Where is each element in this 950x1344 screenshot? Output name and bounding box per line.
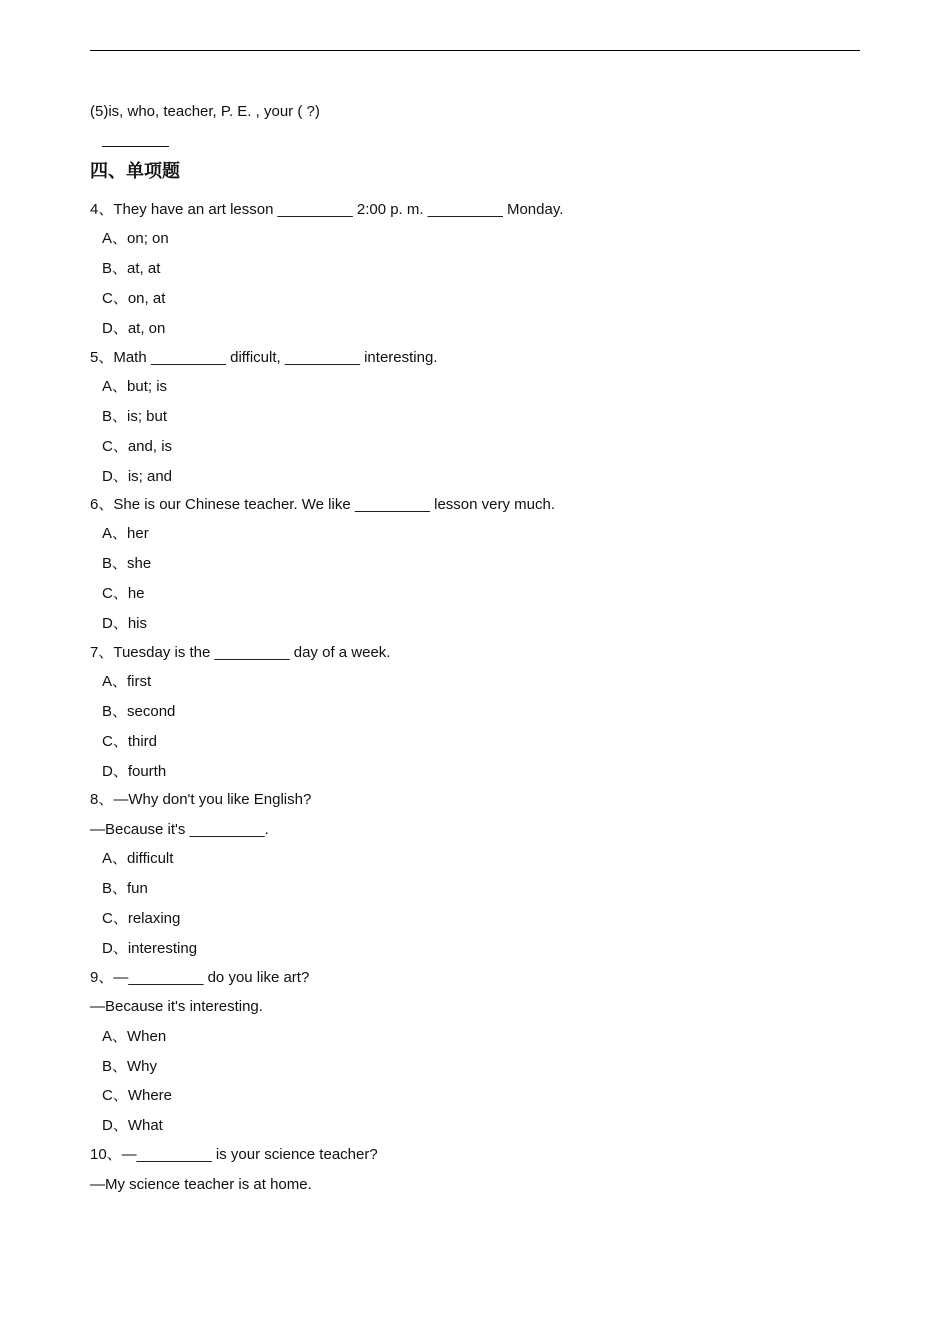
option-4-d[interactable]: D、at, on — [102, 320, 166, 337]
option-9-c[interactable]: C、Where — [102, 1087, 173, 1104]
option-5-c[interactable]: C、and, is — [102, 438, 173, 455]
header-rule — [90, 50, 860, 51]
question-stem-4: 4、They have an art lesson _________ 2:00 p. m. _________ Monday. — [90, 201, 564, 218]
option-5-b[interactable]: B、is; but — [102, 408, 168, 425]
option-6-a[interactable]: A、her — [102, 525, 149, 542]
option-7-a[interactable]: A、first — [102, 673, 152, 690]
question-stem-8-reply: —Because it's _________. — [90, 821, 269, 838]
option-4-b[interactable]: B、at, at — [102, 260, 161, 277]
question-stem-8: 8、—Why don't you like English? — [90, 791, 312, 808]
option-7-d[interactable]: D、fourth — [102, 763, 167, 780]
question-stem-6: 6、She is our Chinese teacher. We like _________ lesson very much. — [90, 496, 555, 513]
option-9-a[interactable]: A、When — [102, 1028, 167, 1045]
question-stem-10-reply: —My science teacher is at home. — [90, 1176, 312, 1193]
option-4-c[interactable]: C、on, at — [102, 290, 166, 307]
option-6-d[interactable]: D、his — [102, 615, 148, 632]
option-8-a[interactable]: A、difficult — [102, 850, 174, 867]
option-6-c[interactable]: C、he — [102, 585, 145, 602]
option-9-b[interactable]: B、Why — [102, 1058, 158, 1075]
option-8-c[interactable]: C、relaxing — [102, 910, 181, 927]
question-stem-7: 7、Tuesday is the _________ day of a week. — [90, 644, 391, 661]
option-5-d[interactable]: D、is; and — [102, 468, 173, 485]
section-heading: 四、单项题 — [90, 161, 180, 182]
option-5-a[interactable]: A、but; is — [102, 378, 168, 395]
question-stem-9-reply: —Because it's interesting. — [90, 998, 263, 1015]
answer-blank-line[interactable] — [102, 146, 169, 147]
option-7-c[interactable]: C、third — [102, 733, 158, 750]
question-stem-5: 5、Math _________ difficult, _________ interesting. — [90, 349, 438, 366]
option-4-a[interactable]: A、on; on — [102, 230, 169, 247]
option-8-b[interactable]: B、fun — [102, 880, 148, 897]
option-6-b[interactable]: B、she — [102, 555, 152, 572]
option-9-d[interactable]: D、What — [102, 1117, 163, 1134]
option-7-b[interactable]: B、second — [102, 703, 176, 720]
question-stem-9: 9、—_________ do you like art? — [90, 969, 310, 986]
option-8-d[interactable]: D、interesting — [102, 940, 198, 957]
question-stem-10: 10、—_________ is your science teacher? — [90, 1146, 378, 1163]
q5-reorder-prompt: (5)is, who, teacher, P. E. , your ( ?) — [90, 103, 320, 120]
